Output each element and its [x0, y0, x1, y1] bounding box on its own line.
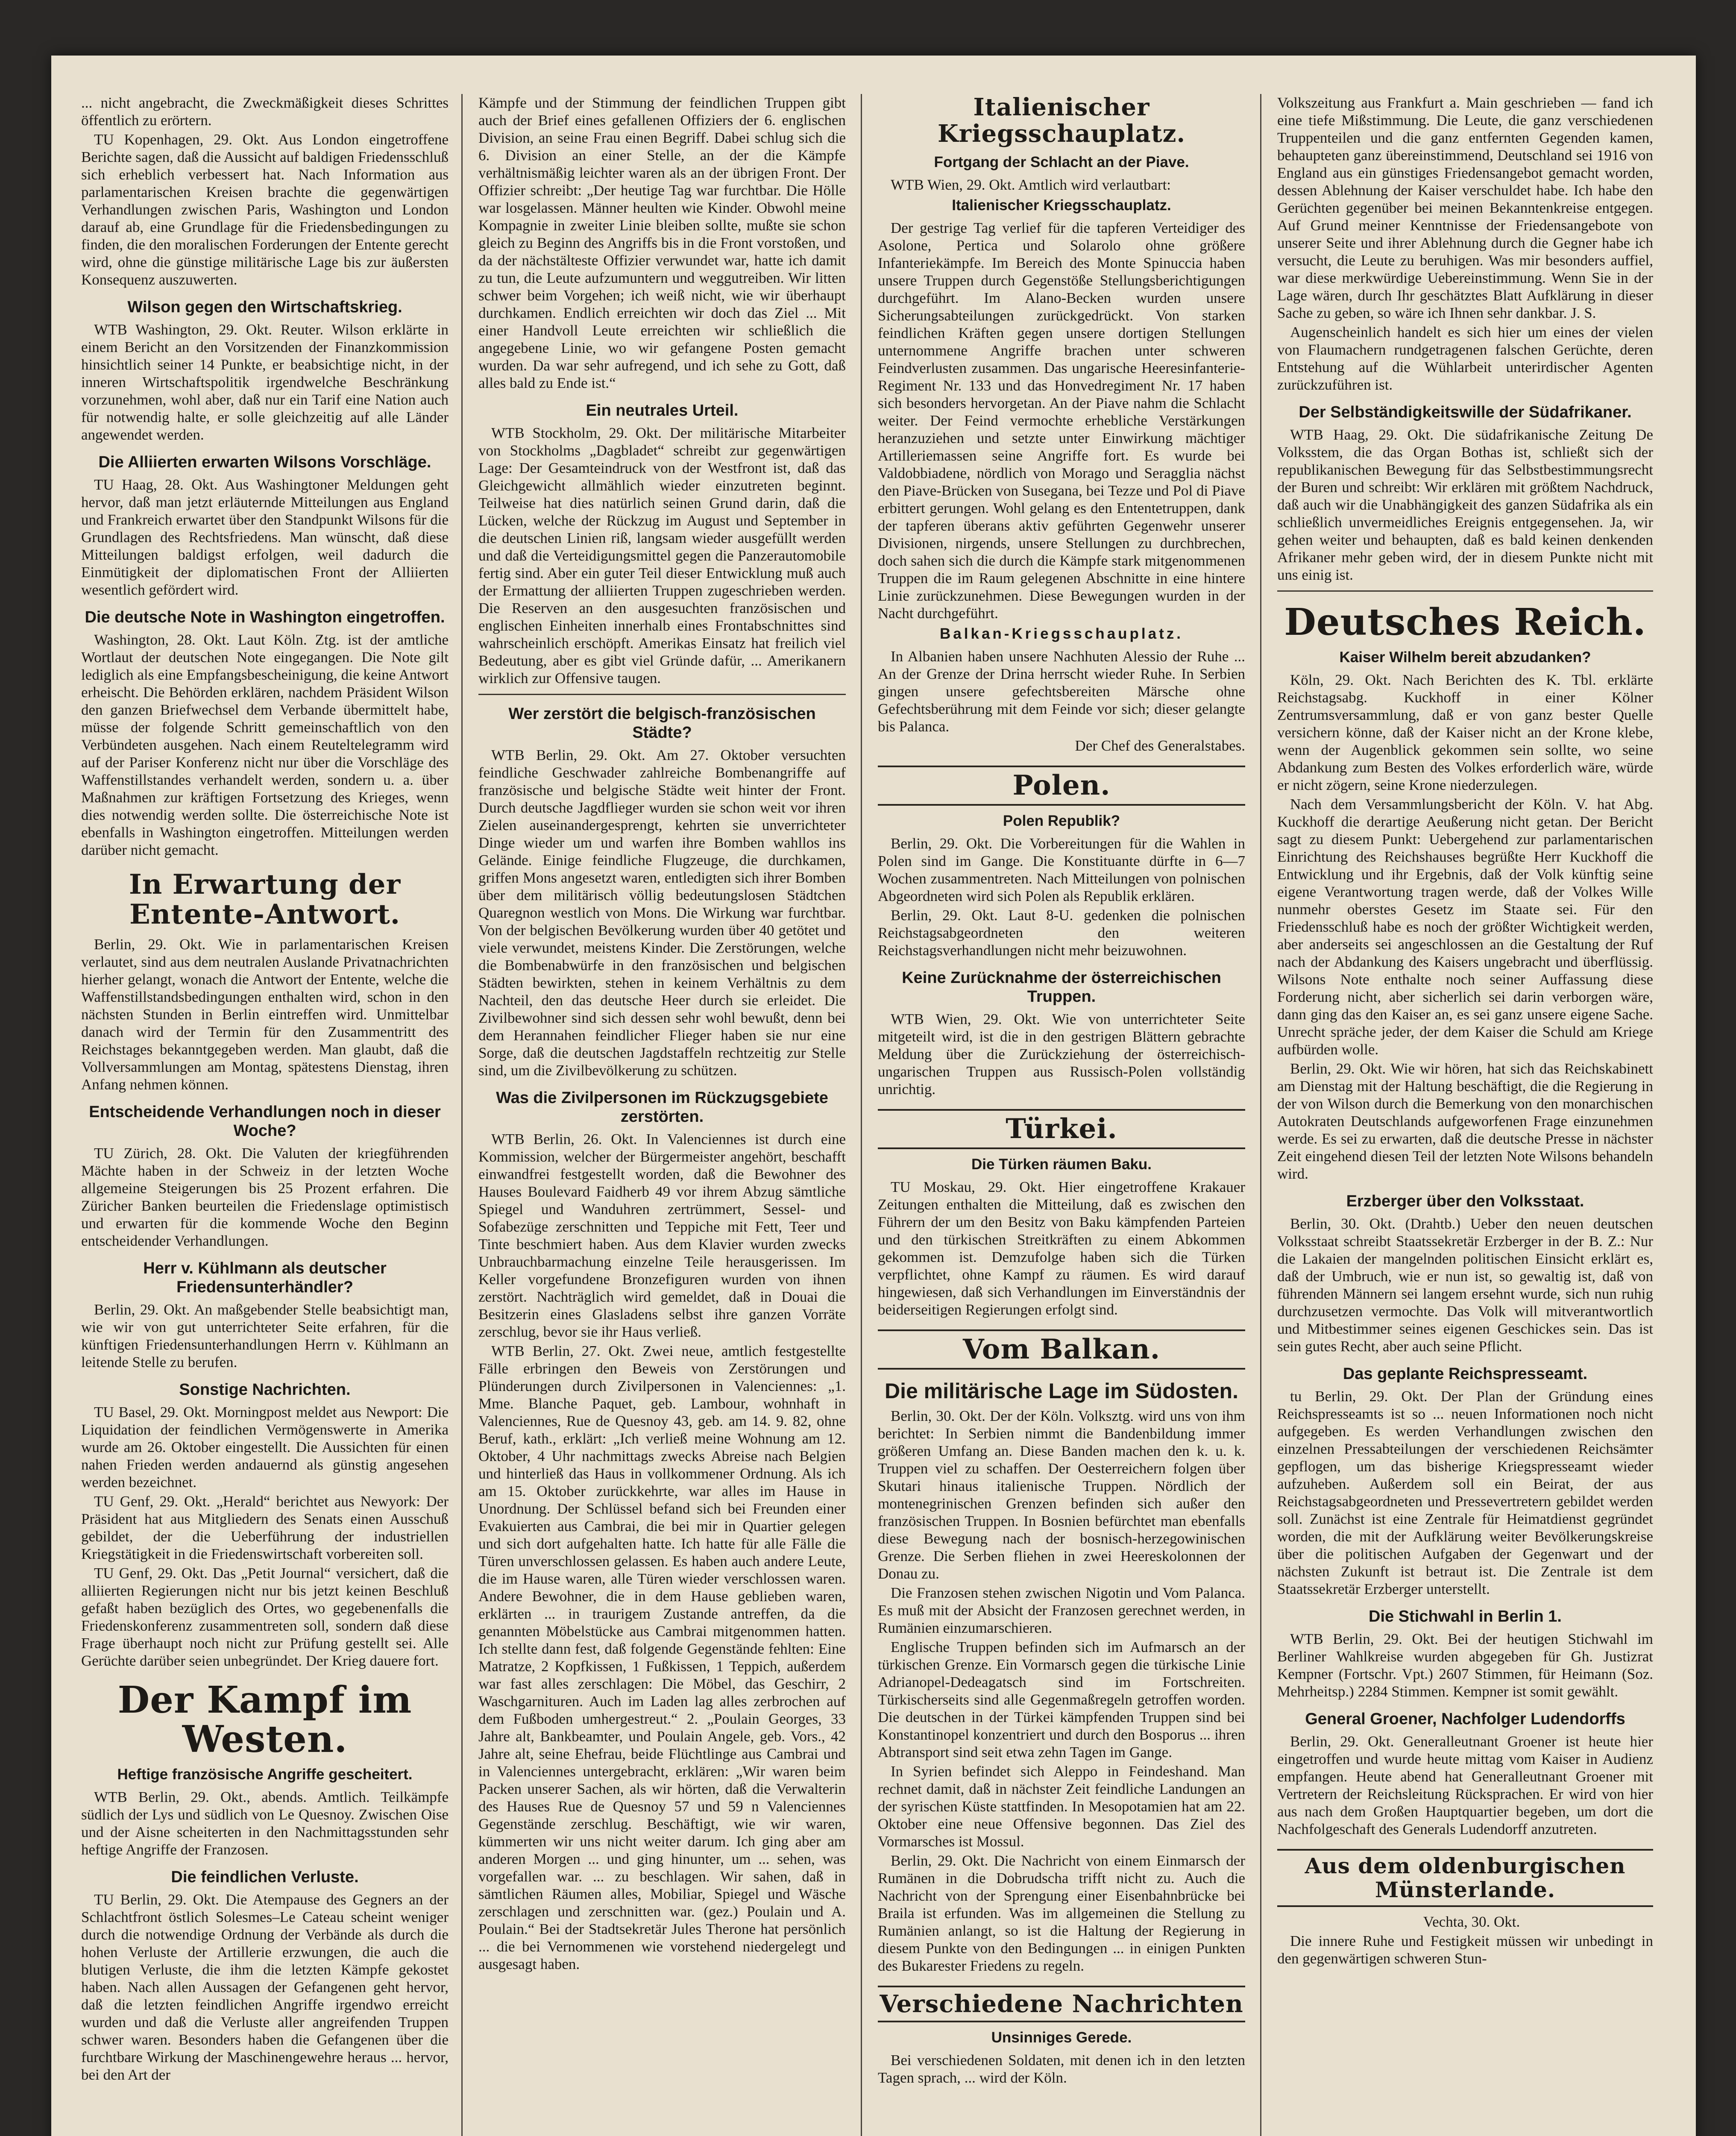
section-headline: Aus dem oldenburgischen Münsterlande. — [1277, 1849, 1653, 1907]
headline: Die Türken räumen Baku. — [971, 1156, 1152, 1173]
article-text: WTB Stockholm, 29. Okt. Der militärische Mitarbeiter von Stockholms „Dagbladet“ schreibt zur gegenwärtigen Lage: Der Gesamteindruck von der Westfront ist, daß das Gleichgewicht allmählich wieder einzutreten beginnt. Teilweise hat dies natürlich seinen Grund darin, daß die Lücken, welche der Rückzug im August und September in die deutschen Linien riß, langsam wieder ausgefüllt werden und daß die Verteidigungsmittel gegen die Panzerautomobile fertig sind. Aber ein guter Teil dieser Entwicklung muß auch der Ermattung der alliierten Truppen zugeschrieben werden. Die Reserven an den ausgesuchten französischen und englischen Einheiten innerhalb eines Frontabschnittes sind wahrscheinlich erschöpft. Amerikas Einsatz hat freilich viel Bedeutung, aber es gibt viel Gründe dafür, ... Amerikanern wirklich zur Offensive taugen. — [478, 425, 846, 687]
article-text: WTB Wien, 29. Okt. Amtlich wird verlautbart: — [891, 176, 1171, 193]
article-text: Berlin, 29. Okt. Wie in parlamentarischen Kreisen verlautet, sind aus dem neutralen Auslande Privatnachrichten hierher gelangt, wonach die Antwort der Entente, welche die Waffenstillstandsbedingungen enthalten wird, schon in den nächsten Stunden in Berlin eintreffen wird. Unmittelbar danach wird der Termin für den Zusammentritt des Reichstages bekanntgegeben werden. Man glaubt, daß die Vollversammlungen am Montag, spätestens Dienstag, ihren Anfang nehmen können. — [81, 936, 449, 1093]
section-headline: Türkei. — [878, 1109, 1245, 1149]
article-text: WTB Berlin, 29. Okt. Am 27. Oktober versuchten feindliche Geschwader zahlreiche Bombenangriffe auf französische und belgische Städte weit hinter der Front. Durch deutsche Jagdflieger wurden sie schon weit vor ihren Zielen auseinandergesprengt, kehrten sie unverrichteter Dinge wieder um und warfen ihre Bomben wahllos ins Gelände. Einige feindliche Flugzeuge, die durchkamen, griffen Mons angesetzt waren, entledigten sich ihrer Bomben über dem militärisch völlig bedeutungslosen Städtchen Quaregnon westlich von Mons. Die Wirkung war furchtbar. Von der belgischen Bevölkerung wurden über 40 getötet und viele verwundet, meistens Kinder. Die Zerstörungen, welche die Bombenabwürfe in den französischen und belgischen Städten bewirkten, stehen in keinem Verhältnis zu dem Nachteil, den das deutsche Heer durch sie erleidet. Die Zivilbewohner sind sich dessen sehr wohl bewußt, denn bei dem Herannahen feindlicher Flieger haben sie nur eine Sorge, daß die deutschen Jagdstaffeln rechtzeitig zur Stelle sind, um die Zivilbevölkerung zu schützen. — [478, 747, 846, 1079]
article-text: TU Berlin, 29. Okt. Die Atempause des Gegners an der Schlachtfront östlich Solesmes–Le Cateau scheint weniger durch die notwendige Ordnung der Verbände als durch die hohen Verluste der Artillerie erzwungen, die auch die blutigen Verluste, die ihm die letzten Kämpfe gekostet haben. Nach allen Aussagen der Gefangenen geht hervor, daß die letzten feindlichen Angriffe irgendwo erreicht wurden und daß die Verluste aller angreifenden Truppen schwer waren. Besonders haben die Gefangenen über die furchtbare Wirkung der Maschinengewehre heraus ... hervor, bei den Art der — [81, 1891, 449, 2083]
article-text: Die Franzosen stehen zwischen Nigotin und Vom Palanca. Es muß mit der Absicht der Franzosen gerechnet werden, in Rumänien einzumarschieren. — [878, 1584, 1245, 1636]
headline: Ein neutrales Urteil. — [586, 402, 739, 420]
column-rule — [861, 94, 862, 2136]
article-text: Berlin, 29. Okt. Die Vorbereitungen für die Wahlen in Polen sind im Gange. Die Konstituante dürfte in 6—7 Wochen zusammentreten. Nach Mitteilungen von polnischen Abgeordneten wird sich Polen als Republik erklären. — [878, 835, 1245, 904]
headline: Die militärische Lage im Südosten. — [884, 1379, 1238, 1403]
article-text: WTB Washington, 29. Okt. Reuter. Wilson erklärte in einem Bericht an den Vorsitzenden der Finanzkommission hinsichtlich seiner 14 Punkte, er beabsichtige nicht, in der inneren Wirtschaftspolitik irgendwelche Beschränkung vorzunehmen, wohl aber, daß nur ein Tarif eine Nation auch für notwendig halte, er solle gleichzeitig auf alle Länder angewendet werden. — [81, 321, 449, 443]
article-text: Der gestrige Tag verlief für die tapferen Verteidiger des Asolone, Pertica und Solarolo ohne größere Infanteriekämpfe. Im Bereich des Monte Spinuccia haben unsere Truppen durch Gegenstöße Stellungsberichtigungen durchgeführt. Im Alano-Becken wurden unsere Sicherungsabteilungen zurückgedrückt. Von starken feindlichen Kräften gegen unsere dortigen Stellungen unternommene Angriffe brachen unter schweren Feindverlusten zusammen. Das ungarische Heeresinfanterie-Regiment Nr. 133 und das Honvedregiment Nr. 17 haben sich besonders hervorgetan. An der Piave nahm die Schlacht weiter. Der Feind vermochte erhebliche Verstärkungen heranzuziehen und setzte unter Einwirkung mächtiger Artilleriemassen seine Angriffe fort. Es wurde bei Valdobbiadene, nördlich von Morago und Seragglia nächst den Piave-Brücken von Susegana, bei Tezze und Pol di Piave erbittert gerungen. Wohl gelang es den Ententetruppen, dank der tapferen überans aktiv geführten Gegenwehr unserer Divisionen, nirgends, unsere Stellungen zu durchbrechen, doch sahen sich die durch die Kämpfe stark mitgenommenen Truppen die im Raum gelegenen Abschnitte in eine hintere Linie zurückzunehmen. Diese Bewegungen wurden in der Nacht durchgeführt. — [878, 220, 1245, 622]
headline: Die deutsche Note in Washington eingetroffen. — [85, 608, 445, 626]
article-text: TU Kopenhagen, 29. Okt. Aus London eingetroffene Berichte sagen, daß die Aussicht auf baldigen Friedensschluß sich erheblich verbessert hat. Nach Information aus parlamentarischen Kreisen brachte die gegenwärtigen Verhandlungen zwischen Paris, Washington und London darauf ab, eine Grundlage für die Friedensbedingungen zu finden, die den moralischen Forderungen der Entente gerecht wird, ohne die günstige militärische Lage bis zur äußersten Konsequenz auszuwerten. — [81, 131, 449, 288]
headline: Balkan-Kriegsschauplatz. — [940, 625, 1183, 642]
headline: Herr v. Kühlmann als deutscher Friedensunterhändler? — [143, 1259, 387, 1296]
section-headline: Deutsches Reich. — [1284, 601, 1646, 644]
headline: Erzberger über den Volksstaat. — [1346, 1192, 1584, 1210]
divider — [1277, 590, 1653, 592]
article-text: In Albanien haben unsere Nachhuten Alessio der Ruhe ... An der Grenze der Drina herrscht wieder Ruhe. In Serbien gingen unsere gefechtsbereiten Märsche ohne Gefechtsberührung mit dem Feinde vor sich; dieser gelangte bis Palanca. — [878, 648, 1245, 735]
article-text: Berlin, 30. Okt. (Drahtb.) Ueber den neuen deutschen Volksstaat schreibt Staatssekretär Erzberger in der B. Z.: Nur die Lakaien der mangelnden politischen Einsicht erklärt es, daß der Umbruch, wie er nun ist, so gewaltig ist, daß von führenden Männern sei langem ersehnt wurde, sich nun ruhig durchzusetzen vermochte. Das Volk will mitverantwortlich und Mitbestimmer seines eigenen Geschickes sein. Das ist sein gutes Recht, aber auch seine Pflicht. — [1277, 1215, 1653, 1355]
section-headline: Vom Balkan. — [878, 1329, 1245, 1370]
headline: Italienischer Kriegsschauplatz. — [952, 197, 1171, 214]
article-text: Berlin, 29. Okt. Generalleutnant Groener ist heute hier eingetroffen und wurde heute mittag vom Kaiser in Audienz empfangen. Heute abend hat Generalleutnant Groener mit Vertretern der Reichsleitung Rücksprachen. Er wird von hier aus nach dem Großen Hauptquartier begeben, um dort die Nachfolgeschaft des Generals Ludendorff anzutreten. — [1277, 1733, 1653, 1837]
headline: Sonstige Nachrichten. — [179, 1381, 351, 1399]
headline: Was die Zivilpersonen im Rückzugsgebiete zerstörten. — [496, 1089, 828, 1126]
section-headline: In Erwartung der Entente-Antwort. — [129, 868, 401, 930]
article-text: Berlin, 30. Okt. Der der Köln. Volksztg. wird uns von ihm berichtet: In Serbien nimmt die Bandenbildung immer größeren Umfang an. Diese Banden machen den k. u. k. Truppen viel zu schaffen. Der Oesterreichern folgen über Skutari hinaus italienische Truppen. Nördlich der montenegrinischen Grenzen befinden sich außer den französischen Truppen. In Bosnien befürchtet man ebenfalls diese Bewegung nach der bosnisch-herzegowinischen Grenze. Die Serben fliehen in zwei Heereskolonnen der Donau zu. — [878, 1408, 1245, 1582]
article-text: Berlin, 29. Okt. An maßgebender Stelle beabsichtigt man, wie wir von gut unterrichteter Seite erfahren, für die künftigen Friedensunterhandlungen Herrn v. Kühlmann an leitende Stelle zu berufen. — [81, 1301, 449, 1370]
column-3 — [878, 94, 1245, 2136]
article-text: Bei verschiedenen Soldaten, mit denen ich in den letzten Tagen sprach, ... wird der Köln. — [878, 2052, 1245, 2086]
column-rule — [461, 94, 463, 2136]
article-text: TU Haag, 28. Okt. Aus Washingtoner Meldungen geht hervor, daß man jetzt erläuternde Mitteilungen aus England und Frankreich erwartet über den Standpunkt Wilsons für die Grundlagen des Rechtsfriedens. Man wünscht, daß diese Mitteilungen baldigst erfolgen, weil dadurch die Einmütigkeit der diplomatischen Front der Alliierten wesentlich gefördert wird. — [81, 476, 449, 598]
headline: Fortgang der Schlacht an der Piave. — [934, 154, 1189, 170]
article-text: WTB Berlin, 29. Okt., abends. Amtlich. Teilkämpfe südlich der Lys und südlich von Le Quesnoy. Zwischen Oise und der Aisne scheiterten in den Nachmittagsstunden sehr heftige Angriffe der Franzosen. — [81, 1789, 449, 1858]
headline: Kaiser Wilhelm bereit abzudanken? — [1339, 649, 1591, 666]
article-text: WTB Berlin, 27. Okt. Zwei neue, amtlich festgestellte Fälle erbringen den Beweis von Zerstörungen und Plünderungen durch Zivilpersonen in Valenciennes: „1. Mme. Blanche Paquet, geb. Lambour, wohnhaft in Valenciennes, Rue de Quesnoy 43, geb. am 14. 9. 82, ohne Beruf, kath., erklärt: „Ich verließ meine Wohnung am 12. Oktober, 4 Uhr nachmittags zwecks Abreise nach Belgien und hinterließ das Haus in vollkommener Ordnung. Als ich am 15. Oktober zurückkehrte, war alles im Hause in Unordnung. Der Schlüssel befand sich bei Freunden einer Evakuierten aus Cambrai, die bei mir in Quartier gelegen und sich dort aufgehalten hatte. Ich hatte für alle Fälle die Türen unverschlossen gelassen. Es haben auch andere Leute, die im Hause waren, alle Türen wieder verschlossen waren. Andere Bewohner, die in dem Hause geblieben waren, erklärten ... in traurigem Zustande antreffen, da die genannten Möbelstücke aus Cambrai mitgenommen hatten. Ich stellte dann fest, daß folgende Gegenstände fehlten: Eine Matratze, 2 Kopfkissen, 1 Fußkissen, 1 Teppich, außerdem war fast alles zerschlagen: Die Möbel, das Geschirr, 2 Waschgarnituren. Auch im Laden lag alles zerbrochen auf dem Fußboden umhergestreut.“ 2. „Poulain Georges, 33 Jahre alt, Bankbeamter, und Poulain Angele, geb. Vors., 42 Jahre alt, seine Ehefrau, beide Flüchtlinge aus Cambrai und in Valenciennes untergebracht, erklären: „Wir waren beim Packen unserer Sachen, als wir hörten, daß die Verwalterin des Hauses Rue de Quesnoy 57 und 59 n Valenciennes Gegenstände zerschlug. Beschäftigt, wie wir waren, kümmerten wir uns nicht weiter darum. Ich ging aber am anderen Morgen ... und ging hinunter, um ... sehen, was vorgefallen war. ... zu beschlagen. Wir sahen, daß in sämtlichen Räumen alles, Mobiliar, Spiegel und Wäsche zerschlagen und zerschnitten war. (gez.) Poulain und A. Poulain.“ Bei der Stadtsekretär Jules Therone hat persönlich ... die bei Vernommenen wie vorstehend niedergelegt und ausgesagt haben. — [478, 1343, 846, 1972]
signature: Der Chef des Generalstabes. — [1075, 737, 1245, 754]
article-text: TU Genf, 29. Okt. Das „Petit Journal“ versichert, daß die alliierten Regierungen nicht nur bis jetzt keinen Beschluß gefaßt haben bezüglich des Ortes, wo gegebenenfalls die Friedenskonferenz zusammentreten soll, sondern daß diese Frage überhaupt noch nicht zur Prüfung gestellt sei. Alle Gerüchte darüber seien unbegründet. Der Krieg dauere fort. — [81, 1565, 449, 1669]
article-text: Augenscheinlich handelt es sich hier um eines der vielen von Flaumachern rundgetragenen falschen Gerüchte, deren Entstehung auf die Wühlarbeit unterirdischer Agenten zurückzuführen ist. — [1277, 324, 1653, 393]
headline: Die feindlichen Verluste. — [171, 1868, 359, 1886]
article-text: Washington, 28. Okt. Laut Köln. Ztg. ist der amtliche Wortlaut der deutschen Note eingegangen. Die Note gilt lediglich als eine Empfangsbescheinigung, die keine Antwort erheischt. Die Behörden erklären, nachdem Präsident Wilson den ganzen Briefwechsel dem Verbande übermittelt habe, müsse der folgende Schritt gemeinschaftlich von den Verbündeten ausgehen. Nach einem Reuteltelegramm wird auf der Pariser Konferenz nicht nur über die Vorschläge des Waffenstillstandes verhandelt werden, sondern u. a. über Maßnahmen zur kräftigen Fortsetzung des Krieges, wenn dies notwendig werden sollte. Die österreichische Note ist ebenfalls in Washington eingetroffen. Mitteilungen werden darüber nicht gemacht. — [81, 631, 449, 858]
column-rule — [1260, 94, 1261, 2136]
headline: Wilson gegen den Wirtschaftskrieg. — [127, 298, 402, 316]
article-text: Kämpfe und der Stimmung der feindlichen Truppen gibt auch der Brief eines gefallenen Offiziers der 6. englischen Division, an seine Frau einen Begriff. Dabei schlug sich die 6. Division an einer Stelle, an der die Kämpfe verhältnismäßig leichter waren als an der übrigen Front. Der Offizier schreibt: „Der heutige Tag war furchtbar. Die Hölle war losgelassen. Männer heulten wie Kinder. Obwohl meine Kompagnie in zweiter Linie bleiben sollte, mußte sie schon gleich zu Beginn des Angriffs bis in die Front vorstoßen, und da der nächstälteste Offizier verwundet war, hatte ich damit zu tun, die Leute aufzumuntern und weggutreiben. Wir litten schwer beim Vorgehen; ich weiß nicht, wie wir überhaupt durchkamen. Endlich erreichten wir doch das Ziel ... Mit einer Handvoll Leute erreichten wir schließlich die angegebene Linie, wo wir gefangene Posten gemacht wurden. Da war sehr aufregend, und ich sehe zu Gott, daß alles bald zu Ende ist.“ — [478, 94, 846, 391]
article-text: TU Moskau, 29. Okt. Hier eingetroffene Krakauer Zeitungen enthalten die Mitteilung, daß es zwischen den Führern der um den Besitz von Baku kämpfenden Parteien und den türkischen Streitkräften zu einem Abkommen gekommen ist. Demzufolge haben sich die Türken verpflichtet, ohne Kampf zu räumen. Es wird darauf hingewiesen, daß sich Verhandlungen im Einverständnis der beiderseitigen Regierungen erfolgt sind. — [878, 1179, 1245, 1318]
headline: Entscheidende Verhandlungen noch in dieser Woche? — [89, 1103, 441, 1140]
article-text: TU Genf, 29. Okt. „Herald“ berichtet aus Newyork: Der Präsident hat aus Mitgliedern des Senats einen Ausschuß gebildet, der die Ueberführung der industriellen Kriegstätigkeit in die Friedenswirtschaft vorbereiten soll. — [81, 1493, 449, 1562]
divider — [478, 694, 846, 695]
section-headline: Verschiedene Nachrichten — [878, 1986, 1245, 2022]
section-headline: Der Kampf im Westen. — [117, 1678, 412, 1761]
headline: Der Selbständigkeitswille der Südafrikaner. — [1299, 403, 1632, 421]
article-text: WTB Haag, 29. Okt. Die südafrikanische Zeitung De Volksstem, die das Organ Bothas ist, schließt sich der republikanischen Bewegung für das Selbstbestimmungsrecht der Buren und schreibt: Wir erklären mit größtem Nachdruck, daß auch wir die Unabhängigkeit des ganzen Südafrika als ein schließlich unvermeidliches Ereignis entgegensehen. Ja, wir gehen weiter und behaupten, daß es bald keinen denkenden Afrikaner mehr geben wird, der in diesem Punkte nicht mit uns einig ist. — [1277, 426, 1653, 583]
headline: Die Stichwahl in Berlin 1. — [1369, 1608, 1562, 1625]
headline: Wer zerstört die belgisch-französischen Städte? — [508, 705, 816, 742]
section-headline: Italienischer Kriegsschauplatz. — [938, 94, 1185, 148]
article-text: Englische Truppen befinden sich im Aufmarsch an der türkischen Grenze. Ein Vormarsch gegen die türkische Linie Adrianopel-Dedeagatsch sind im Fortschreiten. Türkischerseits sind alle Gegenmaßregeln getroffen worden. Die deutschen in der Türkei kämpfenden Truppen sind bei Konstantinopel konzentriert und durch den Bosporus ... ihren Abtransport sind seit etwa zehn Tagen im Gange. — [878, 1639, 1245, 1760]
article-text: Volkszeitung aus Frankfurt a. Main geschrieben — fand ich eine tiefe Mißstimmung. Die Leute, die ganz verschiedenen Truppenteilen und die ganz entfernten Gegenden kamen, behaupteten ganz übereinstimmend, Deutschland sei 1916 von England aus ein günstiges Friedensangebot gemacht worden, dessen Ablehnung der Kaiser verschuldet habe. Ich habe den Gerüchten gegenüber bei meinen Bekanntenkreise entgegen. Auf Grund meiner Kenntnisse der Friedensangebote von unserer Seite und ihrer Ablehnung durch die Gegner habe ich versucht, die Leute zu beruhigen. Was mir besonders auffiel, war diese merkwürdige Uebereinstimmung. Wenn Sie in der Lage wären, durch Ihr geschätztes Blatt Aufklärung in dieser Sache zu geben, so wäre ich Ihnen sehr dankbar. J. S. — [1277, 94, 1653, 321]
article-text: Berlin, 29. Okt. Wie wir hören, hat sich das Reichskabinett am Dienstag mit der Haltung beschäftigt, die die Regierung in der von Wilson durch die Bemerkung von den monarchischen Autokraten Deutschlands aufgeworfenen Frage einzunehmen werde. Es sei zu erwarten, daß die deutsche Presse in nächster Zeit eingehend diesen Teil der letzten Note Wilsons behandeln wird. — [1277, 1060, 1653, 1182]
headline: Heftige französische Angriffe gescheitert. — [117, 1766, 413, 1783]
article-text: WTB Berlin, 26. Okt. In Valenciennes ist durch eine Kommission, welcher der Bürgermeister angehört, beschafft einwandfrei festgestellt worden, daß die Bewohner des Hauses Boulevard Faidherb 49 vor ihrem Abzug sämtliche Spiegel und Wanduhren zertrümmert, Sessel- und Sofabezüge zerschnitten und Teppiche mit Fett, Teer und Tinte beschmiert haben. Aus dem Klavier wurden zwecks Unbrauchbarmachung einzelne Teile herausgerissen. Im Keller vorgefundene Bronzefiguren wurden von ihnen zerstört. Nachträglich wird gemeldet, daß in Douai die Besitzerin eines Glasladens selbst ihre ganzen Vorräte zerschlug, bevor sie ihr Haus verließ. — [478, 1131, 846, 1340]
column-1 — [81, 94, 449, 2136]
article-text: Berlin, 29. Okt. Laut 8-U. gedenken die polnischen Reichstagsabgeordneten den weiteren Reichstagsverhandlungen nicht mehr beizuwohnen. — [878, 907, 1245, 959]
article-text: Berlin, 29. Okt. Die Nachricht von einem Einmarsch der Rumänen in die Dobrudscha trifft nicht zu. Auch die Nachricht von der Sprengung einer Eisenbahnbrücke bei Braila ist erfunden. Was im allgemeinen die Stellung zu Rumänien anlangt, so ist die Haltung der Regierung in diesem Punkte von den Bedingungen ... in einigen Punkten des Bukarester Friedens zu regeln. — [878, 1852, 1245, 1974]
article-text: TU Basel, 29. Okt. Morningpost meldet aus Newport: Die Liquidation der feindlichen Vermögenswerte in Amerika wurde am 26. Oktober eingestellt. Die Aussichten für einen nahen Frieden werden andauernd als günstig angesehen werden bezeichnet. — [81, 1404, 449, 1491]
headline: General Groener, Nachfolger Ludendorffs — [1305, 1710, 1625, 1728]
section-headline: Polen. — [878, 766, 1245, 806]
article-text: In Syrien befindet sich Aleppo in Feindeshand. Man rechnet damit, daß in nächster Zeit feindliche Landungen an der syrischen Küste stattfinden. In Mesopotamien hat am 22. Oktober eine neue Offensive begonnen. Das Ziel des Vormarsches ist Mossul. — [878, 1763, 1245, 1850]
article-text: TU Zürich, 28. Okt. Die Valuten der kriegführenden Mächte haben in der Schweiz in der letzten Woche allgemeine Steigerungen bis 25 Prozent erfahren. Die Züricher Banken beurteilen die Friedenslage optimistisch und erwarten für die kommende Woche den Beginn entscheidender Verhandlungen. — [81, 1145, 449, 1249]
headline: Das geplante Reichspresseamt. — [1343, 1365, 1588, 1383]
article-text: WTB Wien, 29. Okt. Wie von unterrichteter Seite mitgeteilt wird, ist die in den gestrigen Blättern gebrachte Meldung über die Zurückziehung der österreichisch-ungarischen Truppen aus Russisch-Polen vollständig unrichtig. — [878, 1011, 1245, 1097]
newspaper-page — [51, 56, 1696, 2136]
article-text: tu Berlin, 29. Okt. Der Plan der Gründung eines Reichspresseamts ist so ... neuen Informationen noch nicht aufgegeben. Es werden Verhandlungen zwischen den einzelnen Pressabteilungen der verschiedenen Reichsämter gepflogen, um das bisherige Kriegspresseamt wieder aufzuheben. Außerdem soll ein Beirat, der aus Reichstagsabgeordneten und Pressevertretern gebildet werden soll. Zunächst ist eine Zentrale für Heimatdienst gegründet worden, die mit der Aufklärung weiter Bevölkerungskreise über die politischen Aufgaben der Gegenwart und der nächsten Zukunft ist betraut ist. Die Zentrale ist dem Staatssekretär Erzberger unterstellt. — [1277, 1388, 1653, 1597]
headline: Die Alliierten erwarten Wilsons Vorschläge. — [98, 453, 431, 471]
article-text: ... nicht angebracht, die Zweckmäßigkeit dieses Schrittes öffentlich zu erörtern. — [81, 94, 449, 129]
column-4 — [1277, 94, 1653, 2136]
article-text: Nach dem Versammlungsbericht der Köln. V. hat Abg. Kuckhoff die derartige Aeußerung nicht getan. Der Bericht sagt zu diesem Punkt: Uebergehend zur parlamentarischen Einrichtung des Reichshauses begrüßte Herr Kuckhoff die Entwicklung und ihr Ergebnis, daß der Volk künftig seine eigene Verantwortung tragen werde, daß der Volkes Wille nunmehr oberstes Gesetz im Staate sei. Für den Friedensschluß habe es noch der größter Wichtigkeit werden, aber anderseits sei angeschlossen an die Gestaltung der Ruf nach der Abdankung des Kaisers ungebracht und überflüssig. Wilsons Note enthalte noch seiner Auffassung diese Forderung nicht, aber sicherlich sei darin verborgen wäre, dann ging das den Kaiser an, es sei ganz unsere eigene Sache. Unrecht spräche jeder, der dem Kaiser die Schuld am Kriege aufbürden wolle. — [1277, 796, 1653, 1058]
article-text: Die innere Ruhe und Festigkeit müssen wir unbedingt in den gegenwärtigen schweren Stun- — [1277, 1933, 1653, 1967]
headline: Keine Zurücknahme der österreichischen Truppen. — [902, 969, 1221, 1006]
headline: Unsinniges Gerede. — [991, 2029, 1132, 2046]
article-text: Köln, 29. Okt. Nach Berichten des K. Tbl. erklärte Reichstagsabg. Kuckhoff in einer Kölner Zentrumsversammlung, daß er von ganz bester Quelle versichern könne, daß der Kaiser nicht an der Krone klebe, wenn der Augenblick gekommen sein sollte, wo seine Abdankung zum Besten des Volkes erforderlich wäre, würde er nicht zögern, seine Krone niederzulegen. — [1277, 672, 1653, 793]
headline: Polen Republik? — [1003, 813, 1120, 829]
column-2 — [478, 94, 846, 2136]
article-text: WTB Berlin, 29. Okt. Bei der heutigen Stichwahl im Berliner Wahlkreise wurden abgegeben für Gh. Justizrat Kempner (Fortschr. Vpt.) 2607 Stimmen, für Heimann (Soz. Mehrheitsp.) 2284 Stimmen. Kempner ist somit gewählt. — [1277, 1631, 1653, 1700]
dateline: Vechta, 30. Okt. — [1423, 1913, 1520, 1930]
